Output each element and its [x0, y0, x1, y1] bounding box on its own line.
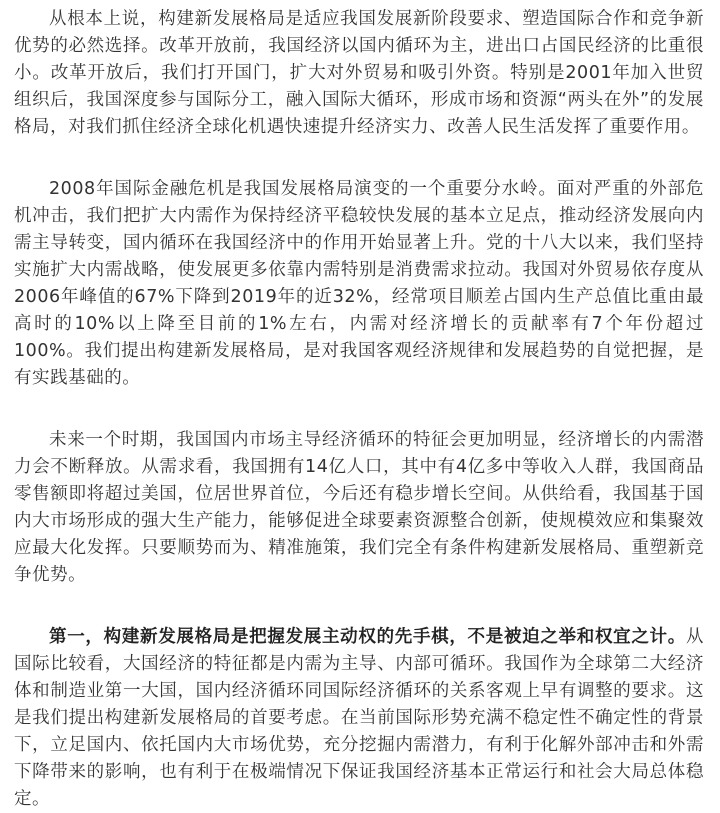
- paragraph-4-lead: 第一，构建新发展格局是把握发展主动权的先手棋，不是被迫之举和权宜之计。: [49, 627, 686, 647]
- paragraph-1-text: 从根本上说，构建新发展格局是适应我国发展新阶段要求、塑造国际合作和竞争新优势的必然选择。改革开放前，我国经济以国内循环为主，进出口占国民经济的比重很小。改革开放后，我们打开国门，扩大对外贸易和吸引外资。特别是2001年加入世贸组织后，我国深度参与国际分工，融入国际大循环，形成市场和资源“两头在外”的发展格局，对我们抓住经济全球化机遇快速提升经济实力、改善人民生活发挥了重要作用。: [14, 9, 704, 137]
- paragraph-3-text: 未来一个时期，我国国内市场主导经济循环的特征会更加明显，经济增长的内需潜力会不断释放。从需求看，我国拥有14亿人口，其中有4亿多中等收入人群，我国商品零售额即将超过美国，位居世界首位，今后还有稳步增长空间。从供给看，我国基于国内大市场形成的强大生产能力，能够促进全球要素资源整合创新，使规模效应和集聚效应最大化发挥。只要顺势而为、精准施策，我们完全有条件构建新发展格局、重塑新竞争优势。: [14, 430, 704, 585]
- paragraph-4-text: 从国际比较看，大国经济的特征都是内需为主导、内部可循环。我国作为全球第二大经济体和制造业第一大国，国内经济循环同国际经济循环的关系客观上早有调整的要求。这是我们提出构建新发展格局的首要考虑。在当前国际形势充满不稳定性不确定性的背景下，立足国内、依托国内大市场优势，充分挖掘内需潜力，有利于化解外部冲击和外需下降带来的影响，也有利于在极端情况下保证我国经济基本正常运行和社会大局总体稳定。: [14, 627, 704, 809]
- paragraph-3: [14, 427, 704, 589]
- paragraph-1: [14, 6, 704, 141]
- paragraph-2-text: 2008年国际金融危机是我国发展格局演变的一个重要分水岭。面对严重的外部危机冲击，我们把扩大内需作为保持经济平稳较快发展的基本立足点，推动经济发展向内需主导转变，国内循环在我国经济中的作用开始显著上升。党的十八大以来，我们坚持实施扩大内需战略，使发展更多依靠内需特别是消费需求拉动。我国对外贸易依存度从2006年峰值的67%下降到2019年的近32%，经常项目顺差占国内生产总值比重由最高时的10%以上降至目前的1%左右，内需对经济增长的贡献率有7个年份超过100%。我们提出构建新发展格局，是对我国客观经济规律和发展趋势的自觉把握，是有实践基础的。: [14, 179, 704, 388]
- paragraph-4: [14, 624, 704, 813]
- paragraph-2: [14, 176, 704, 392]
